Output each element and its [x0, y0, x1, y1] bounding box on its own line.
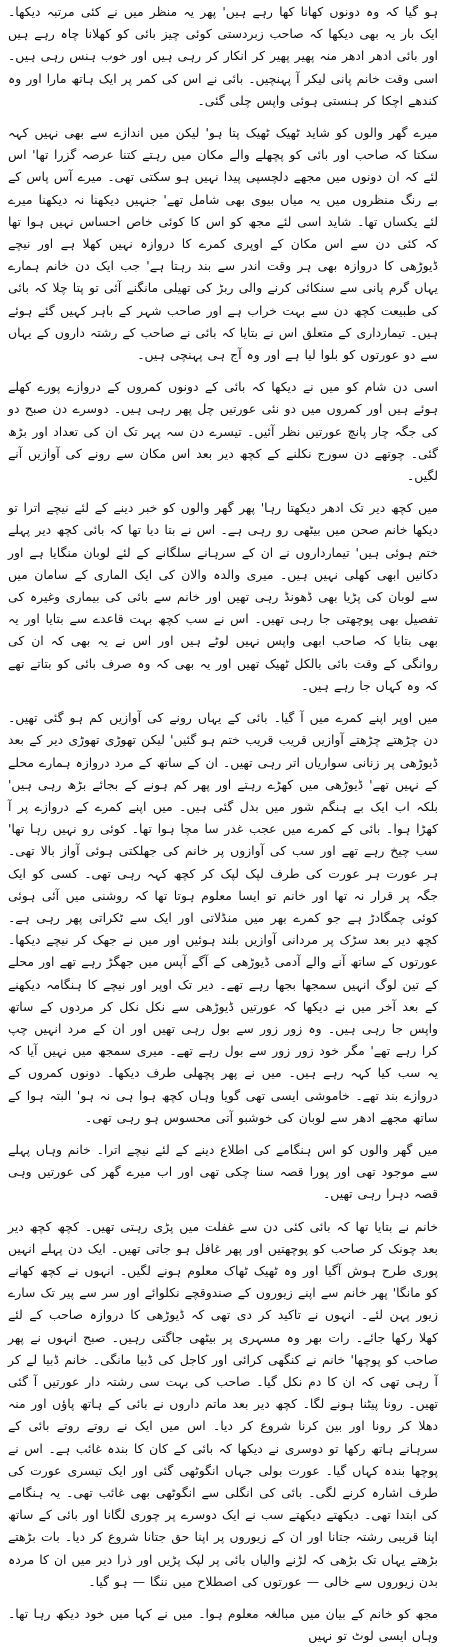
paragraph: میرے گھر والوں کو شاید ٹھیک ٹھیک پتا ہو' لیکن میں اندازے سے بھی نہیں کہہ سکتا کہ صاحب اور بائی کو پچھلے والے مکان میں رہتے کتنا عرصہ گزرا تھا' اس لئے کہ ان دونوں میں مجھے دلچسپی پیدا نہیں ہو سکتی تھی۔ میرے آس پاس کے بے رنگ منظروں میں یہ میاں بیوی بھی شامل تھے' جنہیں دیکھنا نہ دیکھنا میرے لئے یکساں تھا۔ شاید اسی لئے مجھ کو اس کا کوئی خاص احساس نہیں ہوا تھا کہ کئی دن سے اس مکان کے اوپری کمرے کا دروازہ نہیں کھلا ہے اور نیچے ڈیوڑھی کا دروازہ بھی ہر وقت اندر سے بند رہتا ہے' جب ایک دن خانم ہمارے یہاں گرم پانی سے سنکائی کرنے والی ربڑ کی تھیلی مانگنے آئی تو پتا چلا کہ بائی کی طبیعت کچھ دن سے بہت خراب ہے اور صاحب شہر کے باہر کہیں گئے ہوئے ہیں۔ تیمارداری کے متعلق اس نے بتایا کہ بائی نے صاحب کے رشتہ داروں کے یہاں سے دو عورتوں کو بلوا لیا ہے اور وہ آج ہی پہنچی ہیں۔ — [8, 125, 438, 363]
paragraph: میں کچھ دیر تک ادھر دیکھتا رہا' پھر گھر والوں کو خبر دینے کے لئے نیچے اترا تو دیکھا خانم صحن میں بیٹھی رو رہی ہے۔ اس نے بتا دیا تھا کہ بائی کچھ دیر پہلے ختم ہوئی ہیں' تیمارداروں نے ان کے سرہانے سلگانے کے لئے لوبان منگایا ہے اور دکانیں ابھی کھلی نہیں ہیں۔ میری والدہ والان کی ایک الماری کے سامان میں سے لوبان کی پڑیا بھی ڈھونڈ رہی تھیں اور خانم سے بائی کی بیماری وغیرہ کی تفصیل بھی پوچھتی جا رہی تھیں۔ اس نے سب کچھ بہت قاعدے سے بتایا اور یہ بھی بتایا کہ صاحب ابھی واپس نہیں لوٹے ہیں اور اس نے یہ بھی کہ ان کی روانگی کے وقت بائی بالکل ٹھیک تھیں اور یہ بھی کہ وہ صرف بائی کو بتاتے تھے کہ وہ کہاں جا رہے ہیں۔ — [8, 500, 438, 693]
paragraph: میں اوپر اپنے کمرے میں آ گیا۔ بائی کے یہاں رونے کی آوازیں کم ہو گئی تھیں۔ دن چڑھتے چڑھتے آوازیں قریب قریب ختم ہو گئیں' لیکن تھوڑی تھوڑی دیر کے بعد ڈیوڑھی پر زنانی سواریاں اتر رہی تھیں۔ ان کے ساتھ کے مرد دروازہ ہمارے محلے کے نہیں تھے' ڈیوڑھی میں کھڑے رہتے اور پھر کم ہونے کے بجائے بڑھ رہی ہیں' بلکہ اب ایک بے ہنگم شور میں بدل گئی ہیں۔ میں اپنے کمرے کے دروازے پر آ کھڑا ہوا۔ بائی کے کمرے میں عجب غدر سا مچا ہوا تھا۔ کوئی رو نہیں رہا تھا' سب چیخ رہے تھے اور سب کی آوازوں پر خانم کی جھلکتی ہوئی آواز بالا تھی۔ ہر عورت ہر عورت کی طرف لپک لپک کر کچھ کہہ رہی تھی۔ کسی کو ایک جگہ پر قرار نہ تھا اور خانم تو ایسا معلوم ہوتا تھا کہ روشنی میں آئی ہوئی کوئی چمگادڑ ہے جو کمرے بھر میں منڈلاتی اور ایک سے ٹکراتی پھر رہی ہے۔ کچھ دیر بعد سڑک پر مردانی آوازیں بلند ہوئیں اور میں نے جھک کر نیچے دیکھا۔ عورتوں کے ساتھ آنے والے آدمی ڈیوڑھی کے آگے آپس میں جھگڑ رہے تھے اور محلے کے تین لوگ انہیں سمجھا بجھا رہے تھے۔ دیر تک اوپر اور نیچے کا ہنگامہ دیکھنے کے بعد آخر میں نے دیکھا کہ عورتیں ڈیوڑھی سے نکل نکل کر مردوں کے ساتھ واپس جا رہی ہیں۔ وہ زور زور سے بول رہی تھیں اور ان کے مرد انہیں چپ کرا رہے تھے' مگر خود زور زور سے بول رہے تھے۔ میری سمجھ میں نہیں آیا کہ یہ سب کیا کہہ رہے ہیں۔ میں نے پھر پچھلی طرف دیکھا۔ دونوں کمروں کے دروازے بند تھے۔ خاموشی ایسی تھی گویا وہاں کچھ ہوا ہی نہ ہو' البتہ ہوا کے ساتھ مجھے ادھر سے لوبان کی خوشبو آتی محسوس ہو رہی تھی۔ — [8, 710, 438, 1125]
paragraph: خانم نے بتایا تھا کہ بائی کئی دن سے غفلت میں پڑی رہتی تھیں۔ کچھ کچھ دیر بعد چونک کر صاحب کو پوچھتیں اور پھر غافل ہو جاتی تھیں۔ ایک دن پہلے انہیں پوری طرح ہوش آگیا اور وہ ٹھیک ٹھاک معلوم ہونے لگیں۔ انہوں نے کچھ کھانے کو مانگا' پھر خانم سے اپنے زیوروں کے صندوقچے نکلوائے اور سر سے پیر تک سارے زیور پہن لئے۔ انہوں نے تاکید کر دی تھی کہ ڈیوڑھی کا دروازہ صاحب کے لئے کھلا رکھا جائے۔ رات بھر وہ مسہری پر بیٹھی جاگتی رہیں۔ صبح انہوں نے پھر صاحب کو پوچھا' خانم نے کنگھی کرائی اور کاجل کی ڈبیا مانگی۔ خانم ڈبیا لے کر آ رہی تھی کہ ان کا دم نکل گیا۔ صاحب کی بہت سی رشتہ دار عورتیں آ گئی تھیں۔ رونا پیٹنا ہونے لگا۔ کچھ دیر بعد ماتم داروں نے بائی کے ہاتھ پاؤں اور منہ دھلا کر رونا اور بین کرنا شروع کر دیا۔ اس میں ایک نے روتے روتے بائی کے سرہانے ہاتھ رکھا تو دوسری نے دیکھا کہ بائی کے کان کا بندہ غائب ہے۔ اس نے پوچھا بندہ کہاں گیا۔ عورت بولی جہاں انگوٹھی گئی اور ایک تیسری عورت کی طرف اشارہ کرنے لگی۔ بائی کی انگلی سے انگوٹھی بھی غائب تھی۔ یہ ہنگامے کی ابتدا تھی۔ دیکھتے دیکھتے سب نے ایک دوسرے پر چوری لگانا اور بائی کے ساتھ اپنا قریبی رشتہ جتانا اور ان کے زیوروں پر اپنا حق جتانا شروع کر دیا۔ بات بڑھتے بڑھتے یہاں تک بڑھی کہ لڑنے والیاں بائی پر لپک پڑیں اور ذرا دیر میں ان کا مردہ بدن زیوروں سے خالی — عورتوں کی اصطلاح میں ننگا — ہو گیا۔ — [8, 1218, 438, 1589]
paragraph: اسی دن شام کو میں نے دیکھا کہ بائی کے دونوں کمروں کے دروازے پورے کھلے ہوئے ہیں اور کمروں میں دو نئی عورتیں چل پھر رہی ہیں۔ دوسرے دن صبح دو کی جگہ چار پانچ عورتیں نظر آئیں۔ تیسرے دن سہ پہر تک ان کی تعداد اور بڑھ گئی۔ چوتھے دن سورج نکلنے کے کچھ دیر بعد اس مکان سے رونے کی آوازیں آنے لگیں۔ — [8, 379, 438, 484]
paragraph: میں گھر والوں کو اس ہنگامے کی اطلاع دینے کے لئے نیچے اترا۔ خانم وہاں پہلے سے موجود تھی اور پورا قصہ سنا چکی تھی اور اب میرے گھر کی عورتیں وہی قصہ دہرا رہی تھیں۔ — [8, 1141, 438, 1202]
paragraph: مجھ کو خانم کے بیان میں مبالغہ معلوم ہوا۔ میں نے کہا میں خود دیکھ رہا تھا۔ وہاں ایسی لوٹ تو نہیں — [8, 1606, 438, 1644]
paragraph: ہو گیا کہ وہ دونوں کھانا کھا رہے ہیں' پھر یہ منظر میں نے کئی مرتبہ دیکھا۔ ایک بار یہ بھی دیکھا کہ صاحب زبردستی کوئی چیز بائی کو کھلانا چاہ رہے ہیں اور بائی ادھر ادھر منہ پھیر پھیر کر انکار کر رہی ہیں اور خوب ہنس رہی ہیں۔ اسی وقت خانم پانی لیکر آ پہنچیں۔ بائی نے اس کی کمر پر ایک ہاتھ مارا اور وہ کندھے اچکا کر ہنستی ہوئی واپس چلی گئی۔ — [8, 4, 438, 108]
